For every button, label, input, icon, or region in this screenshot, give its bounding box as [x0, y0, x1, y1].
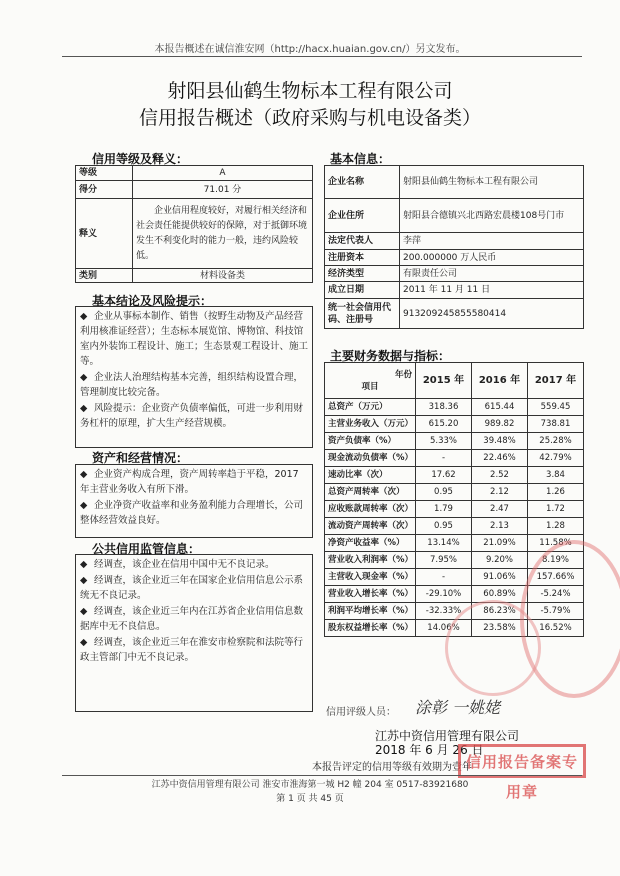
financial-row-label: 净资产收益率（%） [325, 535, 416, 552]
financial-value: 39.48% [472, 433, 528, 450]
supervision-item: ◆ 经调查，该企业近三年在国家企业信用信息公示系统无不良记录。 [80, 575, 304, 601]
level-label: 等级 [76, 166, 133, 181]
category-value: 材料设备类 [133, 269, 313, 283]
financial-value: 14.06% [416, 620, 472, 637]
item-header: 项目 [361, 381, 379, 392]
category-label: 类别 [76, 269, 133, 283]
report-title-type: 信用报告概述（政府采购与机电设备类） [138, 107, 481, 129]
financial-value: 989.82 [472, 416, 528, 433]
financial-value: 9.20% [472, 552, 528, 569]
financial-value: 16.52% [528, 620, 584, 637]
financial-value: 1.79 [416, 501, 472, 518]
financial-value: 1.28 [528, 518, 584, 535]
report-title-company: 射阳县仙鹤生物标本工程有限公司 [167, 80, 453, 102]
financial-value: 615.20 [416, 416, 472, 433]
bullet-icon: ◆ [80, 372, 88, 383]
top-divider [62, 56, 582, 57]
bullet-icon: ◆ [80, 606, 88, 617]
financial-row-label: 现金流动负债率（%） [325, 450, 416, 467]
financial-row-label: 流动资产周转率（次） [325, 518, 416, 535]
conclusion-item: ◆ 企业从事标本制作、销售（按野生动物及产品经营利用核准证经营）；生态标本展览馆、博物馆、科技馆室内外装饰工程设计、施工；生态景观工程设计、施工等。 [80, 311, 309, 367]
year-header: 年份 [394, 369, 412, 380]
financial-row [325, 399, 584, 416]
info-value: 射阳县合德镇兴北西路宏晨楼108号门市 [400, 199, 584, 233]
footer-page-number: 第 1 页 共 45 页 [276, 794, 344, 804]
year-column-header: 2015 年 [416, 363, 472, 399]
score-value: 71.01 分 [133, 181, 313, 199]
financial-row-label: 应收账款周转率（次） [325, 501, 416, 518]
financial-value: 22.46% [472, 450, 528, 467]
bullet-icon: ◆ [80, 637, 88, 648]
financial-value: 559.45 [528, 399, 584, 416]
financial-row-label: 股东权益增长率（%） [325, 620, 416, 637]
bullet-icon: ◆ [80, 469, 88, 480]
bullet-icon: ◆ [80, 559, 88, 570]
financial-value: -5.24% [528, 586, 584, 603]
conclusion-box [75, 306, 313, 448]
bullet-icon: ◆ [80, 311, 88, 322]
financial-value: 318.36 [416, 399, 472, 416]
bullet-icon: ◆ [80, 500, 88, 511]
bullet-icon: ◆ [80, 403, 88, 414]
info-value: 200.000000 万人民币 [400, 250, 584, 266]
info-value: 射阳县仙鹤生物标本工程有限公司 [400, 166, 584, 199]
top-note: 本报告概述在诚信淮安网（http://hacx.huaian.gov.cn/）另文发布。 [154, 44, 466, 55]
financial-row [325, 501, 584, 518]
financial-value: 7.95% [416, 552, 472, 569]
basic-info-heading: 基本信息： [330, 152, 391, 166]
meaning-label: 释义 [76, 199, 133, 269]
financial-row [325, 433, 584, 450]
rating-table [75, 165, 313, 283]
financial-value: 17.62 [416, 467, 472, 484]
conclusion-heading: 基本结论及风险提示： [92, 294, 213, 308]
financial-row [325, 467, 584, 484]
meaning-value: 企业信用程度较好，对履行相关经济和社会责任能提供较好的保障，对于抵御环境发生不利变化时的能力一般，违约风险较低。 [133, 199, 313, 269]
financial-value: 0.95 [416, 484, 472, 501]
financial-row [325, 416, 584, 433]
bullet-icon: ◆ [80, 575, 88, 586]
financial-value: 1.26 [528, 484, 584, 501]
financial-row-label: 主营收入现金率（%） [325, 569, 416, 586]
financial-value: 2.13 [472, 518, 528, 535]
financial-row [325, 484, 584, 501]
validity-note: 本报告评定的信用等级有效期为壹年 [312, 762, 472, 773]
financial-value: 25.28% [528, 433, 584, 450]
info-key: 注册资本 [325, 250, 400, 266]
issue-date: 2018 年 6 月 26 日 [375, 743, 484, 757]
round-seal-stamp [520, 540, 620, 698]
financial-value: 21.09% [472, 535, 528, 552]
financial-value: 615.44 [472, 399, 528, 416]
financial-row-label: 营业收入增长率（%） [325, 586, 416, 603]
financial-value: -32.33% [416, 603, 472, 620]
financial-value: 23.58% [472, 620, 528, 637]
conclusion-item: ◆ 企业法人治理结构基本完善，组织结构设置合理，管理制度比较完备。 [80, 372, 304, 398]
rating-heading: 信用等级及释义： [92, 152, 189, 166]
footer-address: 江苏中资信用管理有限公司 淮安市淮海第一城 H2 幢 204 室 0517-83921680 [151, 780, 469, 790]
financial-row [325, 450, 584, 467]
financial-value: 1.72 [528, 501, 584, 518]
financial-row-label: 资产负债率（%） [325, 433, 416, 450]
info-key: 成立日期 [325, 282, 400, 299]
supervision-item: ◆ 经调查，该企业近三年内在江苏省企业信用信息数据库中无不良信息。 [80, 606, 304, 632]
financial-row-label: 利润平均增长率（%） [325, 603, 416, 620]
rater-label: 信用评级人员： [326, 707, 396, 718]
financial-value: 3.84 [528, 467, 584, 484]
info-value: 2011 年 11 月 11 日 [400, 282, 584, 299]
financial-value: 13.14% [416, 535, 472, 552]
info-key: 统一社会信用代码、注册号 [325, 299, 400, 329]
info-key: 企业名称 [325, 166, 400, 199]
financial-value: 86.23% [472, 603, 528, 620]
issuer-company: 江苏中资信用管理有限公司 [375, 729, 520, 743]
assets-heading: 资产和经营情况： [92, 451, 189, 465]
assets-item: ◆ 企业净资产收益率和业务盈利能力合理增长，公司整体经营效益良好。 [80, 500, 304, 526]
year-column-header: 2017 年 [528, 363, 584, 399]
filing-stamp: 信用报告备案专用章 [458, 744, 586, 778]
company-seal-stamp [445, 600, 541, 696]
financial-row-label: 主营业务收入（万元） [325, 416, 416, 433]
financial-value: -5.79% [528, 603, 584, 620]
supervision-heading: 公共信用监管信息： [92, 542, 201, 556]
financial-heading: 主要财务数据与指标： [330, 349, 451, 363]
financial-value: - [416, 569, 472, 586]
financial-value: 738.81 [528, 416, 584, 433]
financial-header-cell [325, 363, 416, 399]
financial-value: -29.10% [416, 586, 472, 603]
conclusion-item: ◆ 风险提示：企业资产负债率偏低，可进一步利用财务杠杆的原理，扩大生产经营规模。 [80, 403, 304, 429]
financial-value: 157.66% [528, 569, 584, 586]
info-value: 有限责任公司 [400, 266, 584, 282]
supervision-item: ◆ 经调查，该企业近三年在淮安市检察院和法院等行政主管部门中无不良记录。 [80, 637, 304, 663]
financial-value: 91.06% [472, 569, 528, 586]
year-column-header: 2016 年 [472, 363, 528, 399]
financial-value: 2.52 [472, 467, 528, 484]
info-key: 经济类型 [325, 266, 400, 282]
financial-row-label: 速动比率（次） [325, 467, 416, 484]
info-value: 913209245855580414 [400, 299, 584, 329]
financial-value: 11.58% [528, 535, 584, 552]
financial-row [325, 535, 584, 552]
footer-divider [62, 775, 582, 776]
financial-value: 8.19% [528, 552, 584, 569]
financial-value: 2.12 [472, 484, 528, 501]
rater-signature: 涂彰 一姚姥 [415, 698, 501, 717]
level-value: A [133, 166, 313, 181]
score-label: 得分 [76, 181, 133, 199]
basic-info-table [324, 165, 584, 329]
financial-row [325, 518, 584, 535]
financial-value: 0.95 [416, 518, 472, 535]
supervision-item: ◆ 经调查，该企业在信用中国中无不良记录。 [80, 559, 275, 570]
info-value: 李萍 [400, 233, 584, 250]
assets-box [75, 464, 313, 538]
financial-value: 5.33% [416, 433, 472, 450]
financial-value: 60.89% [472, 586, 528, 603]
info-key: 企业住所 [325, 199, 400, 233]
supervision-box [75, 554, 313, 712]
financial-row-label: 总资产周转率（次） [325, 484, 416, 501]
assets-item: ◆ 企业资产构成合理，资产周转率趋于平稳，2017 年主营业务收入有所下滑。 [80, 469, 299, 495]
financial-row-label: 总资产（万元） [325, 399, 416, 416]
financial-value: - [416, 450, 472, 467]
financial-value: 2.47 [472, 501, 528, 518]
info-key: 法定代表人 [325, 233, 400, 250]
financial-value: 42.79% [528, 450, 584, 467]
financial-row-label: 营业收入利润率（%） [325, 552, 416, 569]
